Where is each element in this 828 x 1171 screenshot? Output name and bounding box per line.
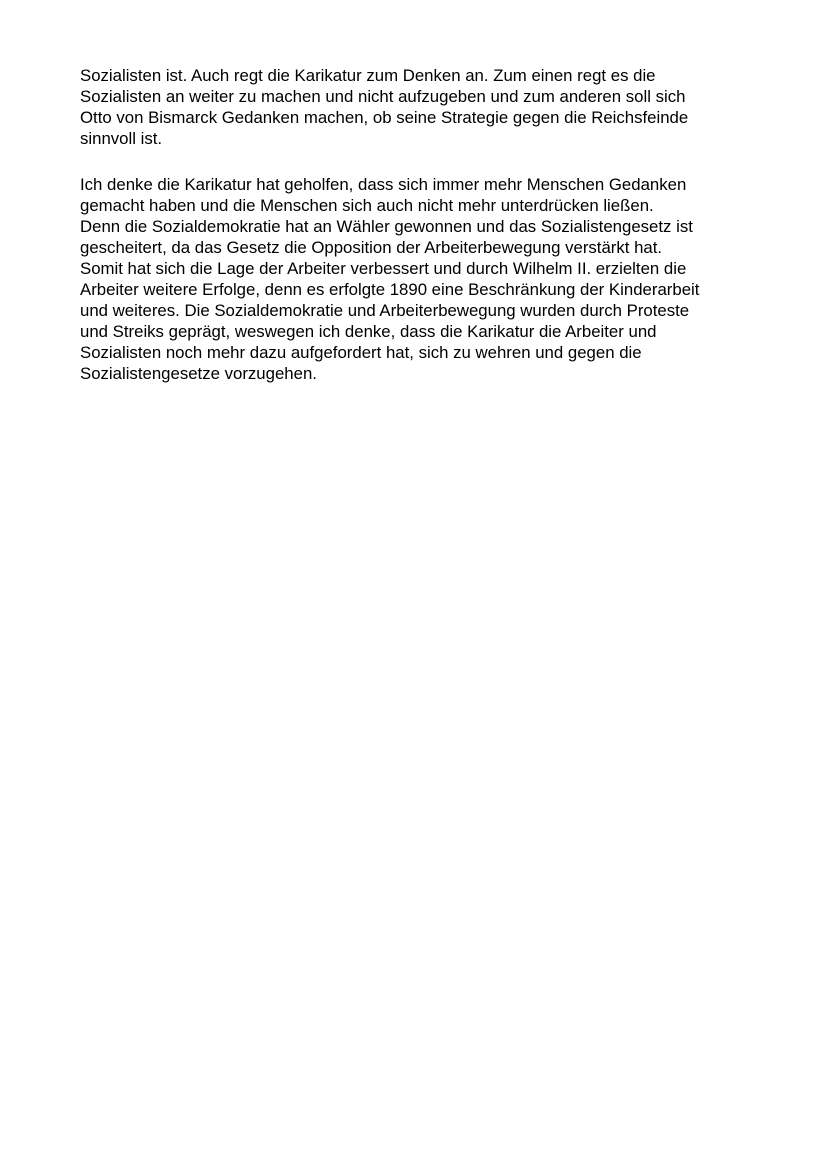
paragraph-line: Otto von Bismarck Gedanken machen, ob seine Strategie gegen die Reichsfeinde	[80, 108, 689, 127]
paragraph-line: Denn die Sozialdemokratie hat an Wähler gewonnen und das Sozialistengesetz ist	[80, 217, 693, 236]
paragraph-line: und Streiks geprägt, weswegen ich denke, dass die Karikatur die Arbeiter und	[80, 322, 657, 341]
paragraph-line: Sozialistengesetze vorzugehen.	[80, 364, 317, 383]
paragraph-line: Somit hat sich die Lage der Arbeiter verbessert und durch Wilhelm II. erzielten die	[80, 259, 687, 278]
paragraph-line: Sozialisten ist. Auch regt die Karikatur zum Denken an. Zum einen regt es die	[80, 66, 656, 85]
paragraph-line: Sozialisten noch mehr dazu aufgefordert hat, sich zu wehren und gegen die	[80, 343, 642, 362]
paragraph-line: gescheitert, da das Gesetz die Opposition der Arbeiterbewegung verstärkt hat.	[80, 238, 663, 257]
paragraph-line: Arbeiter weitere Erfolge, denn es erfolgte 1890 eine Beschränkung der Kinderarbeit	[80, 280, 700, 299]
paragraph-line: Ich denke die Karikatur hat geholfen, dass sich immer mehr Menschen Gedanken	[80, 175, 687, 194]
paragraph-1	[80, 65, 760, 149]
paragraph-2	[80, 174, 760, 384]
paragraph-line: Sozialisten an weiter zu machen und nicht aufzugeben und zum anderen soll sich	[80, 87, 686, 106]
paragraph-line: sinnvoll ist.	[80, 129, 163, 148]
paragraph-line: und weiteres. Die Sozialdemokratie und Arbeiterbewegung wurden durch Proteste	[80, 301, 690, 320]
paragraph-line: gemacht haben und die Menschen sich auch nicht mehr unterdrücken ließen.	[80, 196, 654, 215]
